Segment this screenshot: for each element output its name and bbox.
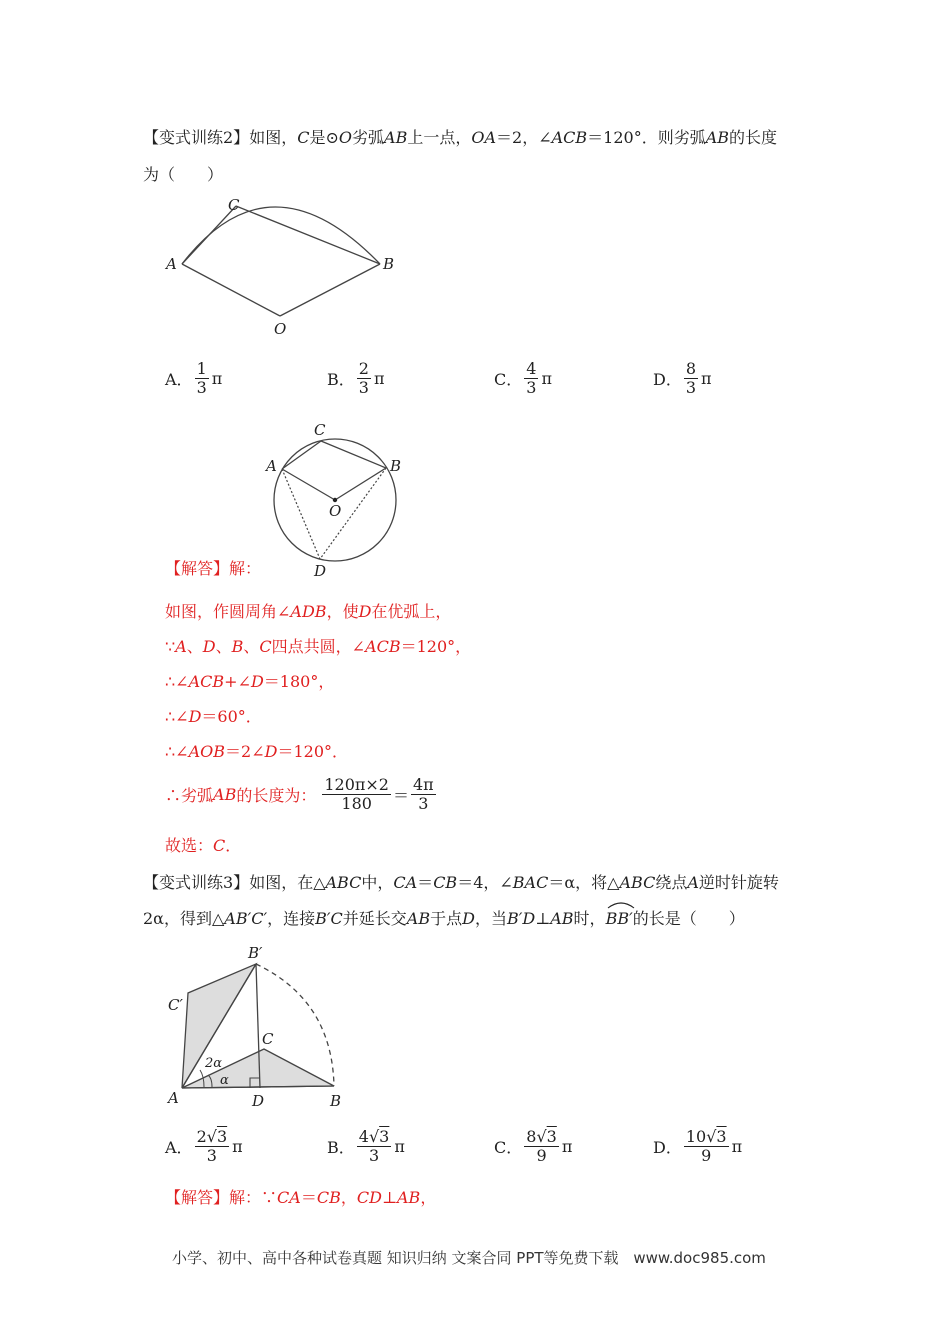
label-c: C xyxy=(262,1030,274,1048)
label-alpha: α xyxy=(220,1073,229,1088)
label-o: O xyxy=(274,320,287,338)
arc-notation: BB′ xyxy=(606,905,633,928)
label-c: C xyxy=(314,421,326,439)
ex2-answer-step6: ∴劣弧 AB 的长度为： $\frac{120\pi\times 2}{180}$ ＝ $\frac{4\pi}{3}$ xyxy=(165,775,434,813)
label-2alpha: 2α xyxy=(205,1056,223,1071)
ex2-tag: 【变式训练2】 xyxy=(143,128,250,147)
ex2-answer-step5: ∴∠AOB＝2∠D＝120°． xyxy=(165,742,348,761)
ex2-option-c[interactable]: C． $\frac{4}{3}$ π xyxy=(494,359,552,397)
ex2-figure-1 xyxy=(160,190,410,340)
ex2-answer-step3: ∴∠ACB+∠D＝180°， xyxy=(165,672,335,691)
label-a: A xyxy=(166,255,177,273)
segment-ao xyxy=(182,264,280,316)
label-c-prime: C′ xyxy=(168,996,183,1014)
ex3-answer: 【解答】解：∵CA＝CB，CD⊥AB， xyxy=(165,1188,437,1207)
label-a: A xyxy=(266,457,277,475)
segment-ac xyxy=(282,441,321,469)
ex2-answer-step2: ∵A、D、B、C四点共圆，∠ACB＝120°， xyxy=(165,637,472,656)
segment-bo xyxy=(280,264,380,316)
footer xyxy=(172,1247,766,1268)
segment-ao xyxy=(282,469,335,500)
ex3-tag: 【变式训练3】 xyxy=(143,873,250,892)
label-a: A xyxy=(168,1089,179,1107)
footer-url[interactable]: www.doc985.com xyxy=(633,1249,766,1267)
ex3-option-d[interactable]: D． $\frac{10√3}{9}$ π xyxy=(653,1127,743,1165)
ex2-answer-step1: 如图，作圆周角∠ADB，使D在优弧上， xyxy=(165,602,452,621)
label-d: D xyxy=(314,562,327,580)
segment-ad-dotted xyxy=(282,469,320,559)
ex3-question-line2: 2α，得到△AB′C′，连接B′C并延长交AB于点D，当B′D⊥AB时，BB′ 的长是（ ） xyxy=(143,908,745,930)
ex2-option-d[interactable]: D． $\frac{8}{3}$ π xyxy=(653,359,712,397)
footer-text: 小学、初中、高中各种试卷真题 知识归纳 文案合同 PPT等免费下载 xyxy=(172,1249,619,1267)
label-o: O xyxy=(329,502,342,520)
ex2-answer-step4: ∴∠D＝60°． xyxy=(165,707,262,726)
label-d: D xyxy=(252,1092,265,1110)
ex2-answer-choice: 故选：C． xyxy=(165,836,242,855)
ex2-option-a[interactable]: A． $\frac{1}{3}$ π xyxy=(165,359,223,397)
ex2-answer-label: 【解答】解： xyxy=(165,559,262,578)
ex2-option-b[interactable]: B． $\frac{2}{3}$ π xyxy=(327,359,385,397)
label-b: B xyxy=(383,255,395,273)
segment-bo xyxy=(335,468,386,500)
segment-ac xyxy=(182,206,236,264)
arc-ab xyxy=(182,207,380,264)
label-b: B xyxy=(390,457,402,475)
ex3-figure xyxy=(160,940,360,1115)
ex3-option-c[interactable]: C． $\frac{8√3}{9}$ π xyxy=(494,1127,573,1165)
label-b: B xyxy=(330,1092,342,1110)
label-c: C xyxy=(228,196,240,214)
segment-cb xyxy=(236,206,380,264)
label-b-prime: B′ xyxy=(248,944,263,962)
ex2-question-line2: 为（ ） xyxy=(143,165,224,184)
ex3-question-line1: 【变式训练3】如图，在△ABC中，CA＝CB＝4，∠BAC＝α，将△ABC绕点A逆时针旋转 xyxy=(143,873,779,892)
ex2-question-line1: 【变式训练2】如图，C是⊙O劣弧AB上一点，OA＝2，∠ACB＝120°．则劣弧AB的长度 xyxy=(143,128,778,147)
ex2-figure-2 xyxy=(260,420,420,582)
ex3-option-b[interactable]: B． $\frac{4√3}{3}$ π xyxy=(327,1127,405,1165)
ex3-option-a[interactable]: A． $\frac{2√3}{3}$ π xyxy=(165,1127,243,1165)
